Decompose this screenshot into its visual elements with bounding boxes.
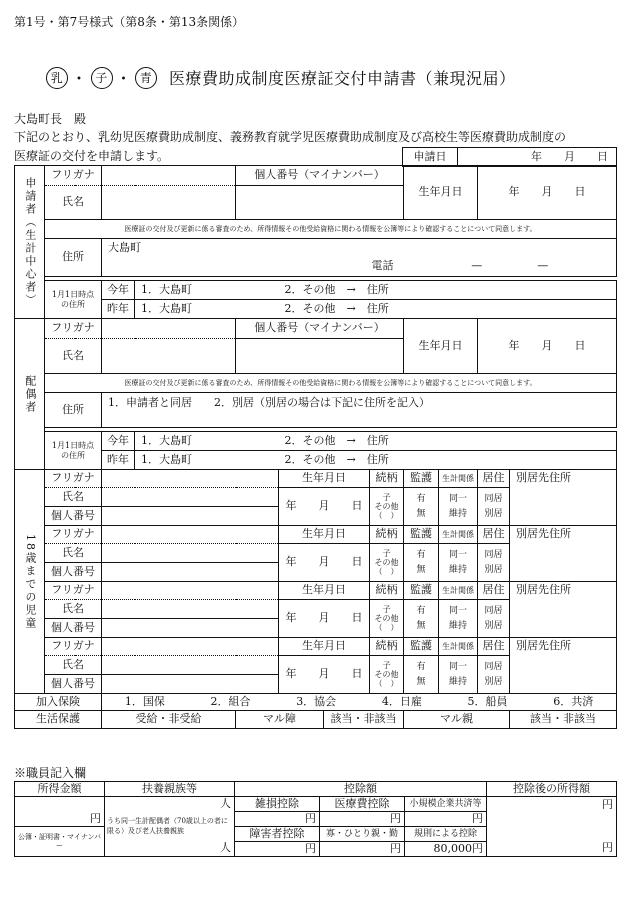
applicant-jan1-address-label: 1月1日時点 の住所 — [45, 281, 102, 319]
child-4-furigana-label: フリガナ — [45, 638, 102, 656]
child-2-furigana-input[interactable] — [102, 526, 279, 544]
circle-sei: 青 — [135, 67, 157, 89]
child-3-other-address[interactable]: 別居先住所 — [510, 582, 617, 638]
child-4-custody-label: 監護 — [404, 638, 439, 656]
staff-small-business-field[interactable]: 円 — [405, 812, 487, 827]
circle-nyu: 乳 — [46, 67, 68, 89]
staff-elderly-dependents-count[interactable]: 人 — [105, 842, 235, 857]
applicant-this-year-oshima[interactable]: 1．大島町 — [135, 281, 279, 300]
child-2-livelihood-options[interactable]: 同一 維持 — [439, 544, 478, 582]
staff-deductions-label: 控除額 — [235, 782, 487, 797]
child-1-custody-label: 監護 — [404, 470, 439, 488]
applicant-mynumber-boxes[interactable] — [236, 186, 404, 220]
child-3-birthdate-field[interactable]: 年 月 日 — [279, 600, 370, 638]
staff-disabled-label: 障害者控除 — [235, 827, 320, 842]
child-4-mynumber-label: 個人番号 — [45, 675, 102, 694]
child-3-livelihood-label: 生計関係 — [439, 582, 478, 600]
child-2-mynumber-label: 個人番号 — [45, 563, 102, 582]
staff-dependents-label: 扶養親族等 — [105, 782, 235, 797]
child-1-birthdate-field[interactable]: 年 月 日 — [279, 488, 370, 526]
circle-ko: 子 — [91, 67, 113, 89]
child-4-birthdate-field[interactable]: 年 月 日 — [279, 656, 370, 694]
child-1-furigana-label: フリガナ — [45, 470, 102, 488]
spouse-address-options[interactable]: 1．申請者と同居 2．別居（別居の場合は下記に住所を記入） — [102, 393, 617, 428]
staff-medical-field[interactable]: 円 — [320, 812, 405, 827]
child-3-mynumber-label: 個人番号 — [45, 619, 102, 638]
applicant-last-year-label: 昨年 — [102, 300, 135, 319]
child-4-birthdate-label: 生年月日 — [279, 638, 370, 656]
insurance-option-3[interactable]: 3．協会 — [296, 694, 337, 708]
child-2-custody-label: 監護 — [404, 526, 439, 544]
child-1-residence-options[interactable]: 同居 別居 — [478, 488, 510, 526]
insurance-option-2[interactable]: 2．組合 — [210, 694, 251, 708]
intro-line-1: 下記のとおり、乳幼児医療費助成制度、義務教育就学児医療費助成制度及び高校生等医療費助成制度の — [14, 130, 567, 144]
staff-statutory-label: 規則による控除 — [405, 827, 487, 842]
staff-disabled-field[interactable]: 円 — [235, 842, 320, 857]
title-text: 医療費助成制度医療証交付申請書（兼現況届） — [169, 69, 516, 88]
spouse-mynumber-boxes[interactable] — [236, 339, 404, 374]
maru-oya-options[interactable]: 該当・非該当 — [510, 711, 617, 729]
staff-income-label: 所得金額 — [15, 782, 105, 797]
child-4-livelihood-label: 生計関係 — [439, 638, 478, 656]
child-3-relation-options[interactable]: 子 その他 （ ） — [370, 600, 404, 638]
spouse-this-year-oshima[interactable]: 1．大島町 — [135, 432, 279, 451]
application-date-label: 申請日 — [403, 148, 458, 167]
spouse-birthdate-field[interactable]: 年 月 日 — [478, 319, 617, 374]
staff-dependents-count[interactable]: 人 — [105, 797, 235, 812]
insurance-option-5[interactable]: 5．船員 — [467, 694, 508, 708]
application-date-table — [402, 147, 617, 167]
child-3-residence-options[interactable]: 同居 別居 — [478, 600, 510, 638]
insurance-label: 加入保険 — [15, 694, 102, 711]
staff-statutory-amount: 80,000円 — [405, 842, 487, 857]
form-number: 第1号・第7号様式（第8条・第13条関係） — [14, 15, 245, 29]
child-2-residence-label: 居住 — [478, 526, 510, 544]
child-3-mynumber-input[interactable] — [102, 619, 279, 638]
child-3-custody-label: 監護 — [404, 582, 439, 600]
staff-after-income-field[interactable]: 円 円 — [487, 797, 617, 857]
spouse-section-label: 配偶者 — [15, 319, 45, 470]
child-3-furigana-input[interactable] — [102, 582, 279, 600]
applicant-this-year-other[interactable]: 2．その他 → 住所 — [279, 281, 617, 300]
insurance-options[interactable] — [102, 694, 617, 711]
staff-widow-field[interactable]: 円 — [320, 842, 405, 857]
child-3-furigana-label: フリガナ — [45, 582, 102, 600]
intro-line-2: 医療証の交付を申請します。 — [14, 149, 170, 163]
spouse-name-input[interactable] — [102, 339, 236, 374]
child-2-furigana-label: フリガナ — [45, 526, 102, 544]
welfare-label: 生活保護 — [15, 711, 102, 729]
spouse-furigana-label: フリガナ — [45, 319, 102, 339]
child-2-mynumber-input[interactable] — [102, 563, 279, 582]
child-1-livelihood-label: 生計関係 — [439, 470, 478, 488]
applicant-phone-field[interactable]: — — — [404, 258, 617, 277]
child-2-relation-label: 続柄 — [370, 526, 404, 544]
child-1-furigana-input[interactable] — [102, 470, 279, 488]
child-1-livelihood-options[interactable]: 同一 維持 — [439, 488, 478, 526]
staff-section-title: ※職員記入欄 — [14, 766, 87, 780]
child-2-name-input[interactable] — [102, 544, 279, 563]
applicant-section-label: 申請者（生計中心者） — [15, 166, 45, 319]
form-title: 乳 ・ 子 ・ 青 医療費助成制度医療証交付申請書（兼現況届） — [46, 66, 516, 89]
child-1-mynumber-input[interactable] — [102, 507, 279, 526]
maru-sho-label: マル障 — [236, 711, 324, 729]
applicant-name-input[interactable] — [102, 186, 236, 220]
staff-dependents-note: うち同一生計配偶者（70歳以上の者に限る）及び老人扶養親族 — [105, 812, 235, 842]
child-3-livelihood-options[interactable]: 同一 維持 — [439, 600, 478, 638]
child-3-name-label: 氏名 — [45, 600, 102, 619]
staff-income-field[interactable]: 円 — [15, 797, 105, 827]
child-1-other-address[interactable]: 別居先住所 — [510, 470, 617, 526]
maru-sho-options[interactable]: 該当・非該当 — [324, 711, 404, 729]
child-3-residence-label: 居住 — [478, 582, 510, 600]
insurance-option-1[interactable]: 1．国保 — [124, 694, 165, 708]
spouse-birthdate-label: 生年月日 — [404, 319, 478, 374]
child-4-livelihood-options[interactable]: 同一 維持 — [439, 656, 478, 694]
child-4-relation-label: 続柄 — [370, 638, 404, 656]
applicant-furigana-label: フリガナ — [45, 166, 102, 186]
spouse-last-year-label: 昨年 — [102, 451, 135, 470]
child-4-residence-options[interactable]: 同居 別居 — [478, 656, 510, 694]
child-2-relation-options[interactable]: 子 その他 （ ） — [370, 544, 404, 582]
welfare-receipt-options[interactable]: 受給・非受給 — [102, 711, 236, 729]
child-4-relation-options[interactable]: 子 その他 （ ） — [370, 656, 404, 694]
spouse-furigana-input[interactable] — [102, 319, 236, 339]
child-3-birthdate-label: 生年月日 — [279, 582, 370, 600]
child-3-relation-label: 続柄 — [370, 582, 404, 600]
spouse-last-year-other[interactable]: 2．その他 → 住所 — [279, 451, 617, 470]
child-1-name-label: 氏名 — [45, 488, 102, 507]
staff-small-business-label: 小規模企業共済等 — [405, 797, 487, 812]
spouse-address-label: 住所 — [45, 393, 102, 428]
applicant-address-town: 大島町 — [102, 239, 617, 258]
child-4-furigana-input[interactable] — [102, 638, 279, 656]
main-form-table — [14, 165, 617, 729]
applicant-consent-text: 医療証の交付及び更新に係る審査のため、所得情報その他受給資格に関わる情報を公簿等により確認することについて同意します。 — [45, 220, 617, 239]
insurance-option-6[interactable]: 6．共済 — [553, 694, 594, 708]
applicant-last-year-other[interactable]: 2．その他 → 住所 — [279, 300, 617, 319]
applicant-this-year-label: 今年 — [102, 281, 135, 300]
child-4-name-label: 氏名 — [45, 656, 102, 675]
child-2-birthdate-field[interactable]: 年 月 日 — [279, 544, 370, 582]
applicant-birthdate-label: 生年月日 — [404, 166, 478, 220]
staff-casualty-label: 雑損控除 — [235, 797, 320, 812]
child-2-custody-options[interactable]: 有 無 — [404, 544, 439, 582]
spouse-mynumber-label: 個人番号（マイナンバー） — [236, 319, 404, 339]
child-2-other-address[interactable]: 別居先住所 — [510, 526, 617, 582]
child-4-custody-options[interactable]: 有 無 — [404, 656, 439, 694]
staff-proof-label: 公簿・証明書・マイナンバー — [15, 827, 105, 857]
spouse-this-year-label: 今年 — [102, 432, 135, 451]
child-4-name-input[interactable] — [102, 656, 279, 675]
child-1-mynumber-label: 個人番号 — [45, 507, 102, 526]
child-1-name-input[interactable] — [102, 488, 279, 507]
applicant-address-label: 住所 — [45, 239, 102, 277]
child-3-custody-options[interactable]: 有 無 — [404, 600, 439, 638]
applicant-last-year-oshima[interactable]: 1．大島町 — [135, 300, 279, 319]
child-2-livelihood-label: 生計関係 — [439, 526, 478, 544]
child-1-residence-label: 居住 — [478, 470, 510, 488]
insurance-option-4[interactable]: 4．日雇 — [381, 694, 422, 708]
child-4-residence-label: 居住 — [478, 638, 510, 656]
applicant-phone-label: 電話 — [324, 258, 404, 277]
applicant-furigana-input[interactable] — [102, 166, 236, 186]
spouse-last-year-oshima[interactable]: 1．大島町 — [135, 451, 279, 470]
spouse-jan1-address-label: 1月1日時点 の住所 — [45, 432, 102, 470]
staff-medical-label: 医療費控除 — [320, 797, 405, 812]
staff-table — [14, 781, 617, 857]
child-2-name-label: 氏名 — [45, 544, 102, 563]
child-1-relation-label: 続柄 — [370, 470, 404, 488]
child-2-birthdate-label: 生年月日 — [279, 526, 370, 544]
staff-after-income-label: 控除後の所得額 — [487, 782, 617, 797]
spouse-this-year-other[interactable]: 2．その他 → 住所 — [279, 432, 617, 451]
spouse-name-label: 氏名 — [45, 339, 102, 374]
child-2-residence-options[interactable]: 同居 別居 — [478, 544, 510, 582]
applicant-birthdate-field[interactable]: 年 月 日 — [478, 166, 617, 220]
staff-casualty-field[interactable]: 円 — [235, 812, 320, 827]
children-section-label: 18歳までの児童 — [15, 470, 45, 694]
child-1-birthdate-label: 生年月日 — [279, 470, 370, 488]
applicant-name-label: 氏名 — [45, 186, 102, 220]
child-1-relation-options[interactable]: 子 その他 （ ） — [370, 488, 404, 526]
maru-oya-label: マル親 — [404, 711, 510, 729]
application-date-field[interactable]: 年 月 日 — [458, 148, 617, 167]
child-1-custody-options[interactable]: 有 無 — [404, 488, 439, 526]
child-4-other-address[interactable]: 別居先住所 — [510, 638, 617, 694]
staff-widow-label: 寡・ひとり親・勤 — [320, 827, 405, 842]
child-3-name-input[interactable] — [102, 600, 279, 619]
addressee: 大島町長 殿 — [14, 112, 87, 126]
spouse-consent-text: 医療証の交付及び更新に係る審査のため、所得情報その他受給資格に関わる情報を公簿等により確認することについて同意します。 — [45, 374, 617, 393]
applicant-mynumber-label: 個人番号（マイナンバー） — [236, 166, 404, 186]
child-4-mynumber-input[interactable] — [102, 675, 279, 694]
